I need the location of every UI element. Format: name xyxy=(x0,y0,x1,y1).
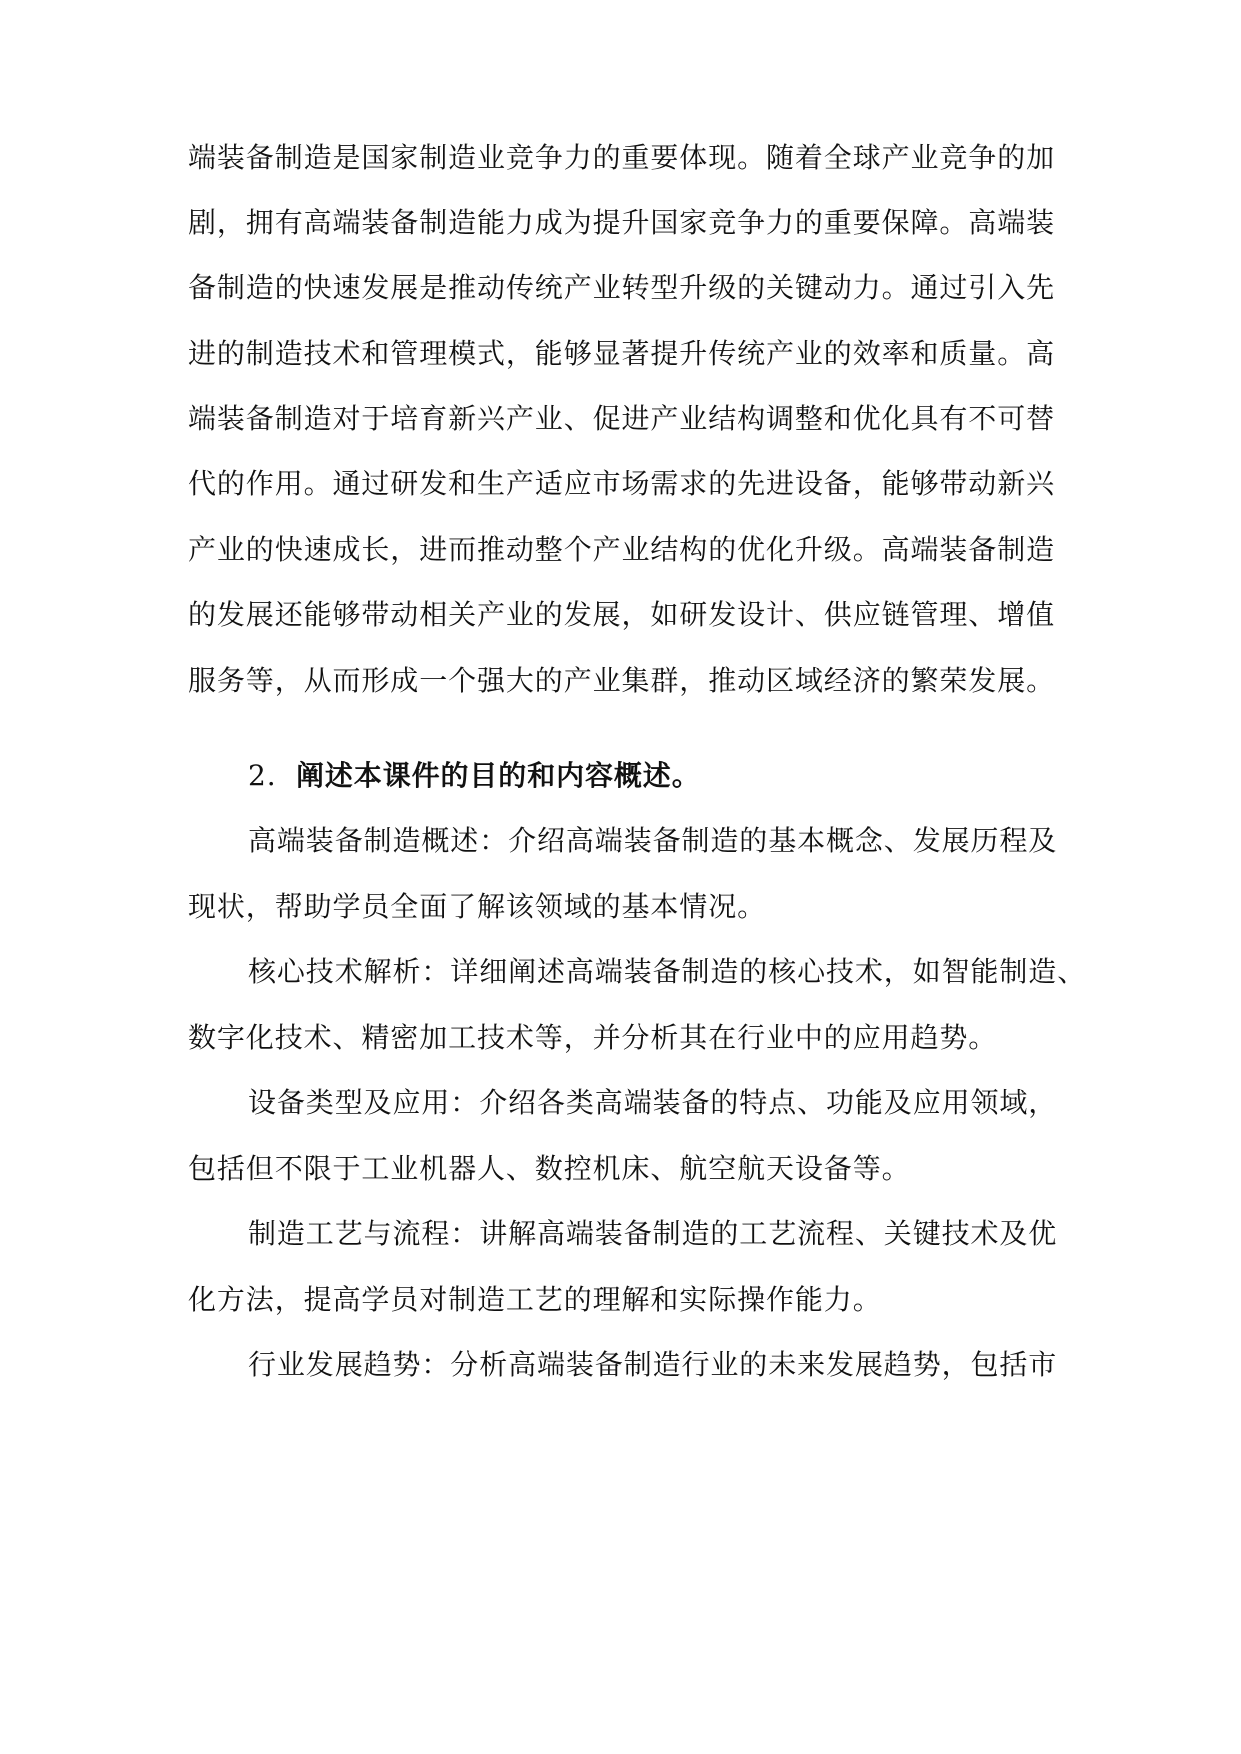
section-title: 阐述本课件的目的和内容概述。 xyxy=(296,759,701,792)
item-line: 包括但不限于工业机器人、数控机床、航空航天设备等。 xyxy=(188,1152,911,1185)
paragraph-line: 的发展还能够带动相关产业的发展，如研发设计、供应链管理、增值 xyxy=(188,598,1056,631)
item-line: 数字化技术、精密加工技术等，并分析其在行业中的应用趋势。 xyxy=(188,1021,998,1054)
item-line: 核心技术解析：详细阐述高端装备制造的核心技术，如智能制造、 xyxy=(248,955,1087,988)
section-number: 2. xyxy=(248,759,277,792)
paragraph-line: 代的作用。通过研发和生产适应市场需求的先进设备，能够带动新兴 xyxy=(188,467,1056,500)
item-line: 现状，帮助学员全面了解该领域的基本情况。 xyxy=(188,890,767,923)
paragraph-line: 进的制造技术和管理模式，能够显著提升传统产业的效率和质量。高 xyxy=(188,337,1056,370)
paragraph-line: 备制造的快速发展是推动传统产业转型升级的关键动力。通过引入先 xyxy=(188,271,1056,304)
section-heading xyxy=(248,754,1058,798)
item-line: 行业发展趋势：分析高端装备制造行业的未来发展趋势，包括市 xyxy=(248,1348,1058,1381)
item-line: 化方法，提高学员对制造工艺的理解和实际操作能力。 xyxy=(188,1283,882,1316)
paragraph-line: 产业的快速成长，进而推动整个产业结构的优化升级。高端装备制造 xyxy=(188,533,1056,566)
paragraph-line: 端装备制造对于培育新兴产业、促进产业结构调整和优化具有不可替 xyxy=(188,402,1056,435)
paragraph-line: 服务等，从而形成一个强大的产业集群，推动区域经济的繁荣发展。 xyxy=(188,664,1056,697)
item-line: 设备类型及应用：介绍各类高端装备的特点、功能及应用领域， xyxy=(248,1086,1058,1119)
paragraph-line: 剧，拥有高端装备制造能力成为提升国家竞争力的重要保障。高端装 xyxy=(188,206,1056,239)
item-line: 制造工艺与流程：讲解高端装备制造的工艺流程、关键技术及优 xyxy=(248,1217,1058,1250)
paragraph-line: 端装备制造是国家制造业竞争力的重要体现。随着全球产业竞争的加 xyxy=(188,141,1056,174)
item-line: 高端装备制造概述：介绍高端装备制造的基本概念、发展历程及 xyxy=(248,824,1058,857)
